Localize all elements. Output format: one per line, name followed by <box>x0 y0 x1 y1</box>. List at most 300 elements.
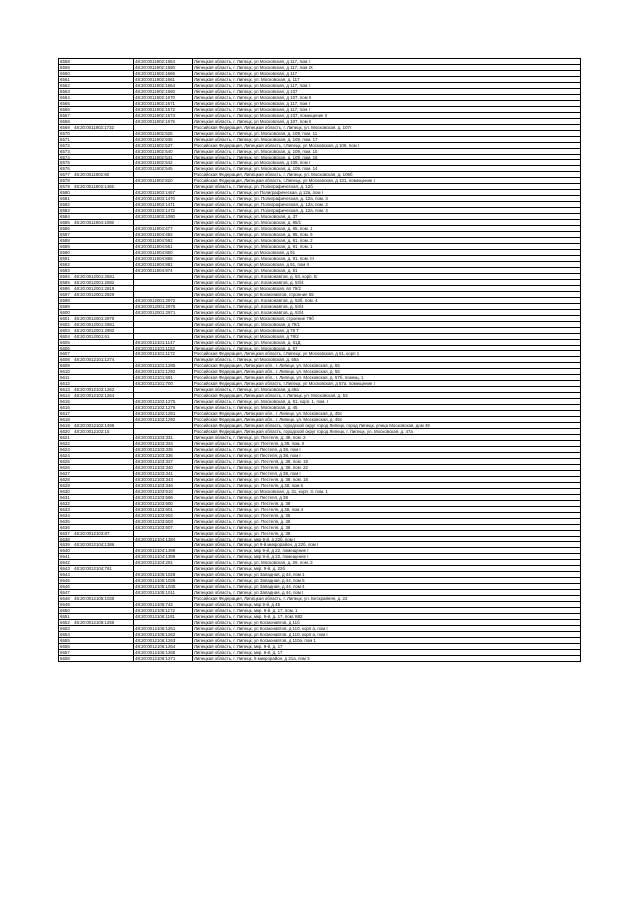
object-number-cell: 48:20:0012106:1264 <box>134 644 193 650</box>
address-cell: Липецкая область, г. Липецк, ул. Московская, д. 85, пом. 5 <box>193 232 581 238</box>
parcel-number: 48:20:0011902:60 <box>74 172 110 178</box>
address-cell: Липецкая область, г. Липецк, ул. Пестеля, д. 38 <box>193 519 581 525</box>
address-cell: Липецкая область, г. Липецк, ул Московская, д 117, пом I <box>193 59 581 65</box>
object-number-cell: 48:20:0012106:1271 <box>134 656 193 662</box>
object-number-cell: 48:20:0012103:510 <box>134 489 193 495</box>
address-cell: Липецкая область, г. Липецк, ул. Полиграфическая, д. 12а, пом. 4 <box>193 208 581 214</box>
address-cell: Липецкая область, г. Липецк, ул Московская, д 79/2 <box>193 334 581 340</box>
parcel-number: 48:20:0012001:2929 <box>74 291 115 297</box>
object-number-cell: 48:20:0012105:1029 <box>134 578 193 584</box>
parcel-number: 48:20:0012001:61 <box>74 333 110 339</box>
row-number: 6644 <box>60 572 70 578</box>
address-cell: Липецкая область, г. Липецк, ул. Московская, д. 51, корп. 1, пом. I <box>193 399 581 405</box>
object-number-cell: 48:20:0012105:1035 <box>134 584 193 590</box>
object-number-cell: 48:20:0011902:1664 <box>134 83 193 89</box>
row-number: 6573 <box>60 148 70 154</box>
object-number-cell: 48:20:0012104:291 <box>134 560 193 566</box>
row-number: 6597 <box>60 291 70 297</box>
object-number-cell: 48:20:0011904:592 <box>134 238 193 244</box>
parcel-number: 48:20:0012106:1256 <box>74 620 115 626</box>
register-table <box>58 58 581 662</box>
row-number: 6645 <box>60 578 70 584</box>
row-number: 6623 <box>60 446 70 452</box>
row-number: 6624 <box>60 452 70 458</box>
address-cell: Липецкая область, г. Липецк, ул. Полиграфическая, д. 12а, пом. 2 <box>193 202 581 208</box>
row-number: 6600 <box>60 309 70 315</box>
object-number-cell: 48:20:0011902:820 <box>134 178 193 184</box>
address-cell: Липецкая область, г. Липецк, ул Космонавтов, д 11б <box>193 620 581 626</box>
address-cell: Липецкая область, г. Липецк, ул. Московская, д. 61Д <box>193 340 581 346</box>
row-number: 6598 <box>60 297 70 303</box>
address-cell: Липецкая область, г. Липецк, ул. Московская, д. 91, пом. III <box>193 256 581 262</box>
object-number-cell: 48:20:0012103:603 <box>134 519 193 525</box>
address-cell: Российская Федерация, Липецкая область, г.Липецк, ул Московская, д 61, корп 1 <box>193 351 581 357</box>
address-cell: Липецкая область, г. Липецк, ул. Московская, д. 57 <box>193 346 581 352</box>
object-number-cell: 48:20:0012101:1285 <box>134 363 193 369</box>
address-cell: Липецкая область, г. Липецк, ул. Полиграфическая, д. 12а, пом. 3 <box>193 196 581 202</box>
object-number-cell: 48:20:0012101:1147 <box>134 340 193 346</box>
address-cell: Липецкая область, г. Липецк, ул Космонавтов, д 110, корп а, пом I <box>193 626 581 632</box>
address-cell: Липецкая область, г. Липецк, мкр. 9-й, д. 17, пом. 1 <box>193 608 581 614</box>
address-cell: Липецкая область, г. Липецк, ул Пестеля, д 38 <box>193 495 581 501</box>
parcel-number: 48:20:0012001:2981 <box>74 321 115 327</box>
object-number-cell: 48:20:0012105:1028 <box>134 572 193 578</box>
address-cell: Липецкая область, г. Липецк, ул Космонавтов, д 110, корп а, пом I <box>193 632 581 638</box>
object-number-cell: 48:20:0012104:1398 <box>134 548 193 554</box>
object-number-cell: 48:20:0011904:881 <box>134 262 193 268</box>
object-number-cell: 48:20:0011902:545 <box>134 166 193 172</box>
address-cell: Липецкая область, г. Липецк, ул. Пестеля, д. 38 <box>193 513 581 519</box>
object-number-cell: 48:20:0011904:860 <box>134 250 193 256</box>
object-number-cell: 48:20:0011903:1470 <box>134 196 193 202</box>
parcel-number: 48:20:0012102:1262 <box>74 387 115 393</box>
address-cell: Российская Федерация, Липецкая область, г.Липецк, ул Московская, д 131, помещение I <box>193 178 581 184</box>
row-number: 6633 <box>60 506 70 512</box>
object-number-cell: 48:20:0011902:1672 <box>134 107 193 113</box>
object-number-cell: 48:20:0012106:1181 <box>134 614 193 620</box>
address-cell: Липецкая область, г. Липецк, ул. Московская, д. 117 <box>193 77 581 83</box>
row-number: 6622 <box>60 441 70 446</box>
parcel-number: 48:20:0011902:1732 <box>74 124 114 130</box>
row-number: 6595 <box>60 279 70 285</box>
object-number-cell: 48:20:0011902:541 <box>134 155 193 161</box>
address-cell: Липецкая область, г. Липецк, ул Московская, д 117, пом I <box>193 83 581 89</box>
row-number: 6638 <box>60 536 70 542</box>
row-number: 6650 <box>60 608 70 614</box>
row-number: 6637 <box>60 530 70 536</box>
address-cell: Липецкая область, г. Липецк, ул. Московская, д. 109, пом. 15 <box>193 149 581 155</box>
object-number-cell: 48:20:0011902:525 <box>134 131 193 137</box>
row-number: 6654 <box>60 632 70 637</box>
parcel-number: 48:20:0012001:2819 <box>74 285 115 291</box>
row-number: 6646 <box>60 584 70 590</box>
object-number-cell: 48:20:0012001:2971 <box>134 310 193 316</box>
row-number: 6582 <box>60 202 70 208</box>
address-cell: Липецкая область, г. Липецк, ул Московская, д 117, пом IX <box>193 65 581 71</box>
address-cell: Липецкая область, г. Липецк, ул Московская, д. 31, корп. 3, пом. 1 <box>193 489 581 495</box>
object-number-cell: 48:20:0011904:561 <box>134 244 193 250</box>
object-number-cell: 48:20:0011904:866 <box>134 256 193 262</box>
row-number: 6605 <box>60 339 70 345</box>
object-number-cell: 48:20:0011903:1080 <box>134 214 193 220</box>
object-number-cell: 48:20:0012103:343 <box>134 477 193 483</box>
address-cell: Российская Федерация, Липецкая обл., г. Липецк, ул. Московская, д. 45с <box>193 417 581 423</box>
row-number: 6584 <box>60 214 70 220</box>
row-number: 6599 <box>60 303 70 309</box>
address-cell: Российская Федерация, Липецкая область, г. Липецк, ул. Бескрайняя, д. 22 <box>193 596 581 602</box>
row-number: 6603 <box>60 327 70 333</box>
object-number-cell: 48:20:0011902:537 <box>134 143 193 149</box>
address-cell: Липецкая область, г. Липецк, ул. Пестеля, д.38, пом 6 <box>193 483 581 489</box>
row-number: 6577 <box>60 172 70 178</box>
address-cell: Липецкая область, г. Липецк, ул. Московская, д. 29, пом. 3 <box>193 560 581 566</box>
row-number: 6587 <box>60 232 70 238</box>
row-number: 6615 <box>60 399 70 405</box>
row-number: 6572 <box>60 142 70 148</box>
row-number: 6591 <box>60 255 70 261</box>
row-number: 6656 <box>60 643 70 649</box>
object-number-cell: 48:20:0012103:602 <box>134 513 193 519</box>
row-number: 6635 <box>60 518 70 524</box>
row-number: 6562 <box>60 82 70 88</box>
address-cell: Липецкая область, г. Липецк, 9 микрорайон, д 21а, пом 3 <box>193 656 581 662</box>
address-cell: Российская Федерация, Липецкая обл., г. Липецк, ул. Московская, д. 45с <box>193 411 581 417</box>
address-cell: Липецкая область, г. Липецк, ул. Пестеля, д.38, пом 4 <box>193 507 581 513</box>
address-cell: Липецкая область, г. Липецк, ул Пестеля, д 38, пом I <box>193 453 581 459</box>
address-cell: Липецкая область, г. Липецк, ул Западная, д 44, пом 4 <box>193 584 581 590</box>
address-cell: Липецкая область, г. Липецк, ул Московская, строение 79б <box>193 316 581 322</box>
parcel-number: 48:20:0012102:1264 <box>74 393 115 399</box>
row-number: 6631 <box>60 494 70 500</box>
address-cell: Липецкая область, г. Липецк, ул. Московская, д. 109, пом. 11 <box>193 131 581 137</box>
address-cell: Липецкая область, г. Липецк, ул. Космонавтов, д. 53б, пом. 4 <box>193 298 581 304</box>
address-cell: Липецкая область, г. Липецк, ул. Московская, д. 91, пом. 2 <box>193 238 581 244</box>
row-number: 6627 <box>60 470 70 476</box>
address-cell: Липецкая область, г. Липецк, ул Московская, д 107, пом II <box>193 119 581 125</box>
row-number: 6614 <box>60 393 70 399</box>
row-number: 6607 <box>60 351 70 357</box>
address-cell: Липецкая область, г. Липецк, ул Московская, вл 79/2 <box>193 286 581 292</box>
row-number: 6570 <box>60 130 70 136</box>
row-number: 6611 <box>60 375 70 381</box>
row-number: 6608 <box>60 357 70 363</box>
address-cell: Липецкая область, г. Липецк, ул. Космонавтов, д. 53/4 <box>193 280 581 286</box>
object-number-cell: 48:20:0011902:1675 <box>134 119 193 125</box>
object-number-cell: 48:20:0012102:1275 <box>134 399 193 405</box>
address-cell: Липецкая область, г. Липецк, ул. Пестеля, д. 38, пом. 18 <box>193 477 581 483</box>
row-number: 6604 <box>60 333 70 339</box>
parcel-number: 48:20:0012102:15 <box>74 429 110 435</box>
address-cell: Липецкая область, г. Липецк, ул. Пестеля, д.38, пом. II <box>193 441 581 447</box>
object-number-cell: 48:20:0012103:346 <box>134 483 193 489</box>
row-number: 6590 <box>60 250 70 255</box>
address-cell: Российская Федерация, Липецкая область, городской округ город Липецк, г. Липецк, ул. Московская, д. 47а <box>193 429 581 435</box>
row-number: 6565 <box>60 100 70 106</box>
object-number-cell: 48:20:0011904:482 <box>134 232 193 238</box>
address-cell: Российская Федерация, Липецкая область, г. Липецк, ул. Московская, д. 109б <box>193 172 581 178</box>
row-number: 6628 <box>60 476 70 482</box>
row-number: 6657 <box>60 649 70 655</box>
object-number-cell: 48:20:0012103:337 <box>134 459 193 465</box>
address-cell: Липецкая область, г. Липецк, ул. Пестеля, д. 38, пом. 19 <box>193 459 581 465</box>
address-cell: Липецкая область, г. Липецк, мкр. 9-й, д. 23б <box>193 566 581 572</box>
address-cell: Липецкая область, г. Липецк, мкр 9-й, д 45 <box>193 602 581 608</box>
address-cell: Липецкая область, г. Липецк, ул Пестеля, д 38, пом I <box>193 471 581 477</box>
object-number-cell: 48:20:0011902:1671 <box>134 101 193 107</box>
object-number-cell: 48:20:0011902:1670 <box>134 95 193 101</box>
address-cell: Российская Федерация, Липецкая область, городской округ город Липецк, город Липецк, улица Московская, дом 49 <box>193 423 581 429</box>
row-number: 6585 <box>60 220 70 226</box>
row-number: 6621 <box>60 435 70 441</box>
address-cell: Липецкая область, г. Липецк, ул. Космонавтов, д. 53, корп. Б <box>193 274 581 280</box>
row-number: 6617 <box>60 411 70 417</box>
address-cell: Липецкая область, г. Липецк, ул. Московская, д. 85/1 <box>193 220 581 226</box>
address-cell: Липецкая область, г. Липецк, ул. Московская, д. 109, пом. 17 <box>193 137 581 143</box>
address-cell: Российская Федерация, Липецкая область, г.Липецк, ул Московская, д 57а, помещение I <box>193 381 581 387</box>
parcel-number: 48:20:0012102:1498 <box>74 423 115 429</box>
address-cell: Липецкая область, г. Липецк, ул Московская, д 107 <box>193 89 581 95</box>
address-cell: Липецкая область, г. Липецк, ул Московская, д 117, пом I <box>193 107 581 113</box>
row-number: 6612 <box>60 381 70 387</box>
row-id-cell <box>59 656 134 662</box>
row-number: 6581 <box>60 196 70 202</box>
row-number: 6606 <box>60 345 70 351</box>
address-cell: Липецкая область, г. Липецк, ул Московская, д 117 <box>193 71 581 77</box>
object-number-cell: 48:20:0011902:535 <box>134 137 193 143</box>
parcel-number: 48:20:0012103:87 <box>74 530 110 536</box>
address-cell: Российская Федерация, Липецкая обл., г. Липецк, ул. Московская, д. 57б, помещ. 1 <box>193 375 581 381</box>
address-cell: Липецкая область, г. Липецк, ул Московская, д 117, пом I <box>193 101 581 107</box>
address-cell: Липецкая область, г. Липецк, ул Московская, д 91, пом II <box>193 262 581 268</box>
address-cell: Липецкая область, г. Липецк, ул Западная, д 44, пом 5 <box>193 578 581 584</box>
address-cell: Липецкая область, г. Липецк, мкр 9-й, д 22, помещение I <box>193 554 581 560</box>
row-number: 6586 <box>60 226 70 232</box>
object-number-cell: 48:20:0012104:1399 <box>134 554 193 560</box>
row-number: 6636 <box>60 524 70 530</box>
object-number-cell: 48:20:0012103:334 <box>134 441 193 447</box>
row-number: 6602 <box>60 321 70 327</box>
object-number-cell: 48:20:0011902:542 <box>134 160 193 166</box>
object-number-cell: 48:20:0012101:1152 <box>134 346 193 352</box>
address-cell: Липецкая область, г. Липецк, мкр. 9-й, д. 17 <box>193 650 581 656</box>
row-number: 6642 <box>60 560 70 566</box>
row-number: 6560 <box>60 70 70 76</box>
object-number-cell: 48:20:0012103:340 <box>134 465 193 471</box>
row-number: 6647 <box>60 590 70 596</box>
row-number: 6632 <box>60 500 70 506</box>
address-cell: Липецкая область, г. Липецк, ул. Московская, д. 91, пом. 1 <box>193 244 581 250</box>
object-number-cell: 48:20:0012001:2972 <box>134 298 193 304</box>
row-number: 6569 <box>60 124 70 130</box>
parcel-number: 48:20:0012001:2975 <box>74 315 115 321</box>
object-number-cell: 48:20:0011902:1650 <box>134 65 193 71</box>
row-number: 6658 <box>60 655 70 661</box>
object-number-cell: 48:20:0012105:742 <box>134 602 193 608</box>
object-number-cell: 48:20:0012103:600 <box>134 501 193 507</box>
row-number: 6653 <box>60 626 70 632</box>
address-cell: Липецкая область, г. Липецк, ул. Пестеля, д. 38, пом. 2 <box>193 435 581 441</box>
object-number-cell: 48:20:0012105:1011 <box>134 590 193 596</box>
row-number: 6571 <box>60 136 70 142</box>
row-number: 6648 <box>60 596 70 602</box>
row-number: 6643 <box>60 566 70 572</box>
object-number-cell: 48:20:0012106:1263 <box>134 638 193 644</box>
address-cell: Липецкая область, г. Липецк, ул. Пестеля, д. 38 <box>193 525 581 531</box>
parcel-number: 48:20:0012001:2982 <box>74 327 115 333</box>
object-number-cell: 48:20:0012103:601 <box>134 507 193 513</box>
address-cell: Липецкая область, г. Липецк, ул Московская, д 91 <box>193 250 581 256</box>
object-number-cell: 48:20:0012106:1265 <box>134 650 193 656</box>
row-number: 6641 <box>60 554 70 560</box>
row-number: 6593 <box>60 267 70 273</box>
address-cell: Липецкая область, г. Липецк, ул. Московская, д. 109, пом. 16 <box>193 155 581 161</box>
row-number: 6651 <box>60 614 70 620</box>
row-number: 6649 <box>60 602 70 608</box>
address-cell: Липецкая область, г. Липецк, ул. Московская, д. 37 <box>193 214 581 220</box>
address-cell: Российская Федерация, Липецкая область, г.Липецк, ул Московская, д 109, пом I <box>193 143 581 149</box>
row-number: 6610 <box>60 369 70 375</box>
row-number: 6561 <box>60 76 70 82</box>
address-cell: Липецкая область, г. Липецк, ул Московская, д. 55а <box>193 357 581 363</box>
address-cell: Липецкая область, г. Липецк, ул. Пестеля, д. 38 <box>193 531 581 537</box>
row-number: 6601 <box>60 315 70 321</box>
row-number: 6626 <box>60 464 70 470</box>
row-number: 6579 <box>60 184 70 190</box>
address-cell: Липецкая область, г. Липецк, ул. Космонавтов, д. 53/4 <box>193 310 581 316</box>
object-number-cell: 48:20:0012103:331 <box>134 435 193 441</box>
row-number: 6588 <box>60 238 70 244</box>
address-cell: Липецкая область, г. Липецк, ул. Московская, д. 45 <box>193 405 581 411</box>
row-number: 6639 <box>60 542 70 548</box>
object-number-cell: 48:20:0011903:1472 <box>134 208 193 214</box>
row-number: 6576 <box>60 166 70 172</box>
parcel-number: 48:20:0012001:2582 <box>74 279 115 285</box>
object-number-cell: 48:20:0011904:974 <box>134 268 193 274</box>
object-number-cell: 48:20:0012106:1262 <box>134 632 193 638</box>
object-number-cell: 48:20:0011902:540 <box>134 149 193 155</box>
row-number: 6578 <box>60 178 70 184</box>
row-number: 6618 <box>60 417 70 423</box>
address-cell: Липецкая область, г. Липецк, мкр. 9-й, д. 17, пом. 882 <box>193 614 581 620</box>
row-number: 6567 <box>60 112 70 118</box>
object-number-cell: 48:20:0011903:1471 <box>134 202 193 208</box>
row-number: 6575 <box>60 160 70 166</box>
row-number: 6620 <box>60 429 70 435</box>
object-number-cell: 48:20:0011902:1660 <box>134 89 193 95</box>
address-cell: Липецкая область, г. Липецк, ул Московская, д 79 Т <box>193 328 581 334</box>
object-number-cell: 48:20:0012101:1172 <box>134 351 193 357</box>
object-number-cell: 48:20:0012103:335 <box>134 447 193 453</box>
address-cell: Липецкая область, г. Липецк, мкр. 9-й, д. 17 <box>193 644 581 650</box>
row-number: 6559 <box>60 64 70 70</box>
object-number-cell: 48:20:0012102:1292 <box>134 417 193 423</box>
parcel-number: 48:20:0011903:1465 <box>74 184 114 190</box>
object-number-cell: 48:20:0012101:691 <box>134 375 193 381</box>
row-number: 6574 <box>60 154 70 160</box>
parcel-number: 48:20:0012104:1386 <box>74 542 115 548</box>
address-cell: Липецкая область, г. Липецк, мкр 9-й, д 22б, пом I <box>193 537 581 543</box>
object-number-cell: 48:20:0012103:341 <box>134 471 193 477</box>
row-number: 6558 <box>60 59 70 64</box>
row-number: 6634 <box>60 512 70 518</box>
row-number: 6652 <box>60 620 70 626</box>
object-number-cell: 48:20:0012104:1384 <box>134 537 193 543</box>
address-cell: Липецкая область, г. Липецк, ул. Московская, д.45а <box>193 387 581 393</box>
object-number-cell: 48:20:0011904:477 <box>134 226 193 232</box>
address-cell: Липецкая область, г. Липецк, ул Полиграфическая, д 12а, пом I <box>193 190 581 196</box>
object-number-cell: 48:20:0011902:1674 <box>134 113 193 119</box>
object-number-cell: 48:20:0012103:596 <box>134 495 193 501</box>
row-number: 6596 <box>60 285 70 291</box>
address-cell: Липецкая область, г. Липецк, ул Западная, д 44, пом I <box>193 590 581 596</box>
address-cell: Липецкая область, г. Липецк, ул. Московская, д. 109, пом. 14 <box>193 166 581 172</box>
row-number: 6594 <box>60 273 70 279</box>
object-number-cell: 48:20:0012101:1292 <box>134 369 193 375</box>
row-number: 6589 <box>60 244 70 250</box>
row-number: 6640 <box>60 548 70 554</box>
row-number: 6564 <box>60 94 70 100</box>
address-cell: Липецкая область, г. Липецк, ул. Космонавтов, д. 53/4 <box>193 304 581 310</box>
address-cell: Липецкая область, г. Липецк, ул Пестеля, д 38, пом I <box>193 447 581 453</box>
row-number: 6616 <box>60 405 70 411</box>
address-cell: Липецкая область, г. Липецк, ул. Московская, д. 91 <box>193 268 581 274</box>
row-number: 6613 <box>60 387 70 393</box>
address-cell: Липецкая область, г. Липецк, ул Космонавтов, д 110а, пом 1 <box>193 638 581 644</box>
object-number-cell: 48:20:0012103:607 <box>134 525 193 531</box>
address-cell: Липецкая область, г. Липецк, ул. Московская, д 79/1 <box>193 322 581 328</box>
address-cell: Липецкая область, г. Липецк, ул. Московская, д. 85, пом. 1 <box>193 226 581 232</box>
object-number-cell: 48:20:0011903:1467 <box>134 190 193 196</box>
parcel-number: 48:20:0012104:761 <box>74 566 112 572</box>
address-cell: Российская Федерация, Липецкая область, г. Липецк, ул. Московская, д. 53 <box>193 393 581 399</box>
table-row <box>59 656 581 662</box>
address-cell: Липецкая область, г. Липецк, ул Западная, д 44, пом 1 <box>193 572 581 578</box>
parcel-number: 48:20:0012001:2581 <box>74 273 115 279</box>
parcel-number: 48:20:0012101:1274 <box>74 357 115 363</box>
row-number: 6566 <box>60 106 70 112</box>
address-cell: Липецкая область, г. Липецк, ул. Пестеля, д. 38, пом. 22 <box>193 465 581 471</box>
object-number-cell: 48:20:0012101:700 <box>134 381 193 387</box>
address-cell: Липецкая область, г. Липецк, ул Московская, д 109, пом I <box>193 160 581 166</box>
row-number: 6629 <box>60 482 70 488</box>
object-number-cell: 48:20:0011902:1661 <box>134 77 193 83</box>
object-number-cell: 48:20:0012106:1261 <box>134 626 193 632</box>
address-cell: Российская Федерация, Липецкая обл., г. Липецк, ул. Московская, д. 55 <box>193 363 581 369</box>
address-cell: Липецкая область, г. Липецк, ул Московская, д 107, помещение II <box>193 113 581 119</box>
object-number-cell: 48:20:0012106:1172 <box>134 608 193 614</box>
row-number: 6568 <box>60 118 70 124</box>
object-number-cell: 48:20:0012102:1291 <box>134 411 193 417</box>
parcel-number: 48:20:0012105:1035 <box>74 596 115 602</box>
address-cell: Липецкая область, г. Липецк, ул Московская, д 107, пом II <box>193 95 581 101</box>
object-number-cell: 48:20:0012102:1276 <box>134 405 193 411</box>
address-cell: Липецкая область, г. Липецк, ул Космонавтов, строение 55 <box>193 292 581 298</box>
row-number: 6625 <box>60 458 70 464</box>
address-cell: Липецкая область, г. Липецк, мкр 9-й, д 22, помещение I <box>193 548 581 554</box>
address-cell: Липецкая область, г. Липецк, ул 9-й микрорайон, д 22б, пом I <box>193 542 581 548</box>
row-number: 6563 <box>60 88 70 94</box>
row-number: 6580 <box>60 190 70 196</box>
address-cell: Российская Федерация, Липецкая обл., г. Липецк, ул. Московская, д. 55 <box>193 369 581 375</box>
address-cell: Липецкая область, г. Липецк, ул. Пестеля, д. 38 <box>193 501 581 507</box>
row-number: 6609 <box>60 363 70 369</box>
object-number-cell: 48:20:0012001:2976 <box>134 304 193 310</box>
row-number: 6630 <box>60 488 70 494</box>
parcel-number: 48:20:0011904:1086 <box>74 220 114 226</box>
row-number: 6655 <box>60 637 70 643</box>
row-number: 6583 <box>60 208 70 214</box>
object-number-cell: 48:20:0011902:1654 <box>134 59 193 65</box>
